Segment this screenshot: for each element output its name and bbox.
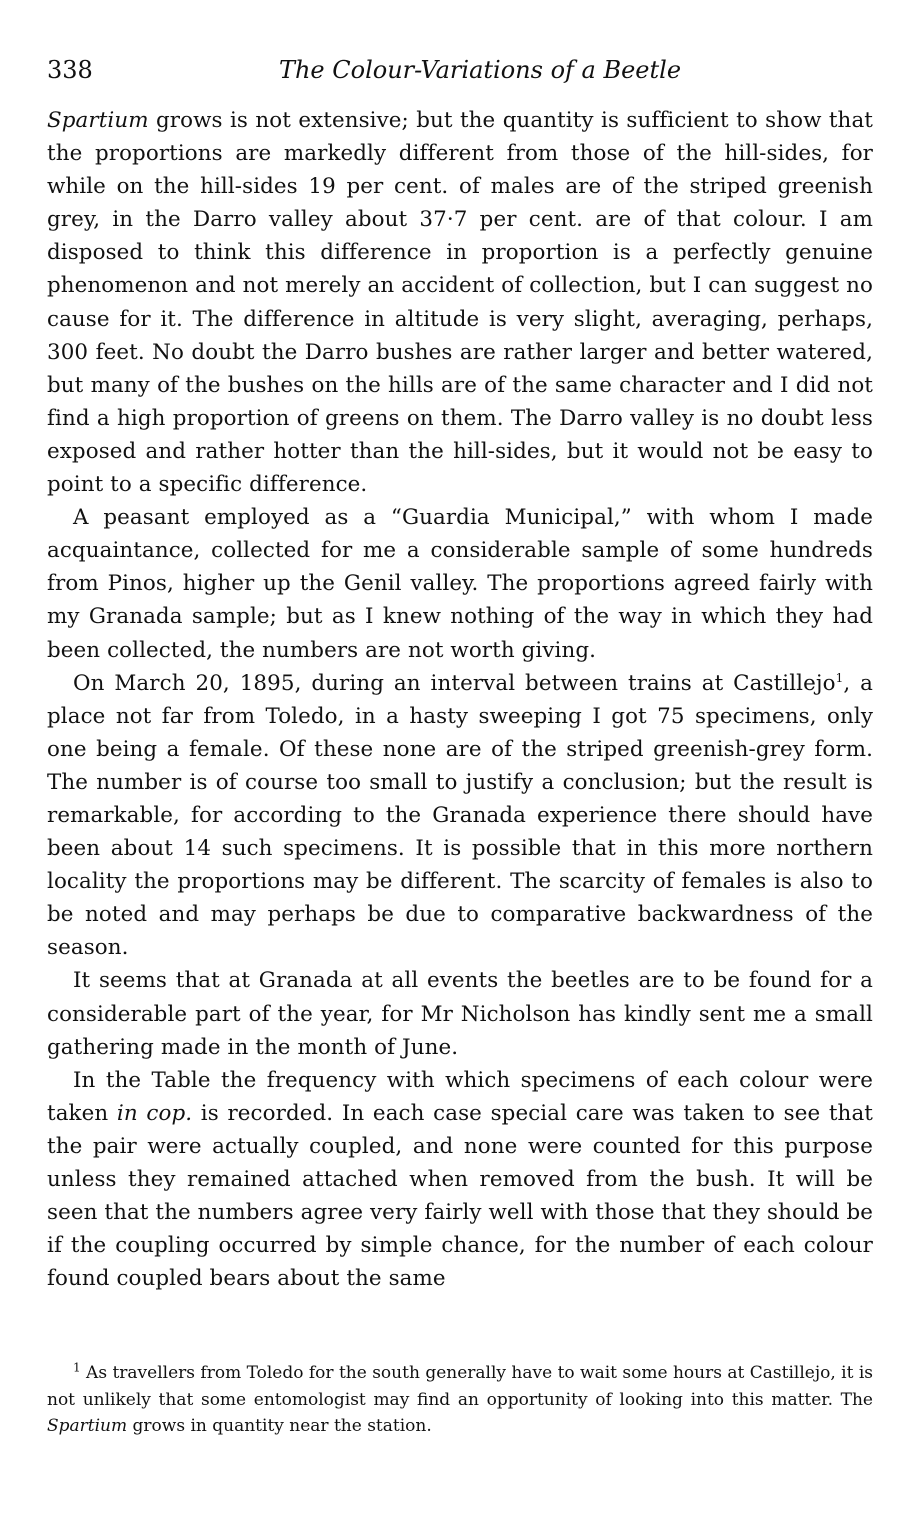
footnote-mark: 1 <box>73 1360 81 1375</box>
footnote-reference: 1 <box>835 670 844 685</box>
footnote-text-b: grows in quantity near the station. <box>127 1416 432 1436</box>
footnotes <box>47 1360 873 1440</box>
body-text <box>47 104 873 1295</box>
running-title: The Colour-Variations of a Beetle <box>278 56 682 84</box>
in-cop-italic: in cop. <box>116 1100 193 1126</box>
paragraph-1-text: grows is not extensive; but the quantity is sufficient to show that the proportions are markedly different from those of the hill-sides, for while on the hill-sides 19 per cent. of males are of the striped greenish grey, in the Darro valley about 37·7 per cent. are of that colour. I am disposed to think this difference in proportion is a perfectly genuine phenomenon and not merely an accident of collection, but I can suggest no cause for it. The difference in altitude is very slight, averaging, perhaps, 300 feet. No doubt the Darro bushes are rather larger and better watered, but many of the bushes on the hills are of the same character and I did not find a high proportion of greens on them. The Darro valley is no doubt less exposed and rather hotter than the hill-sides, but it would not be easy to point to a specific difference. <box>47 108 873 498</box>
paragraph-3 <box>47 667 873 965</box>
footnote-text-a: As travellers from Toledo for the south generally have to wait some hours at Castillejo, it is not unlikely that some entomologist may find an opportunity of looking into this matter. The <box>47 1363 873 1410</box>
footnote-spartium-italic: Spartium <box>47 1416 128 1436</box>
page-number: 338 <box>47 56 93 84</box>
paragraph-1 <box>47 104 873 501</box>
paragraph-2: A peasant employed as a “Guardia Municipal,” with whom I made acquaintance, collected for me a considerable sample of some hundreds from Pinos, higher up the Genil valley. The proportions agreed fairly with my Granada sample; but as I knew nothing of the way in which they had been collected, the numbers are not worth giving. <box>47 505 873 663</box>
paragraph-3-text-b: , a place not far from Toledo, in a hasty sweeping I got 75 specimens, only one being a female. Of these none are of the striped greenish-grey form. The number is of course too small to justify a conclusion; but the result is remarkable, for according to the Granada experience there should have been about 14 such specimens. It is possible that in this more northern locality the proportions may be different. The scarcity of females is also to be noted and may perhaps be due to comparative backwardness of the season. <box>47 670 873 961</box>
spartium-italic: Spartium <box>47 108 149 133</box>
page-header <box>47 55 873 87</box>
paragraph-5-text-b: is recorded. In each case special care was taken to see that the pair were actually coupled, and none were counted for this purpose unless they remained attached when removed from the bush. It will be seen that the numbers agree very fairly well with those that they should be if the coupling occurred by simple chance, for the number of each colour found coupled bears about the same <box>47 1100 874 1292</box>
paragraph-5 <box>47 1064 873 1296</box>
paragraph-5-text-a: In the Table the frequency with which specimens of each colour were taken <box>47 1067 873 1126</box>
paragraph-4: It seems that at Granada at all events the beetles are to be found for a considerable part of the year, for Mr Nicholson has kindly sent me a small gathering made in the month of June. <box>47 968 873 1060</box>
footnote-1 <box>47 1360 873 1440</box>
paragraph-3-text-a: On March 20, 1895, during an interval between trains at Castillejo <box>73 670 836 696</box>
